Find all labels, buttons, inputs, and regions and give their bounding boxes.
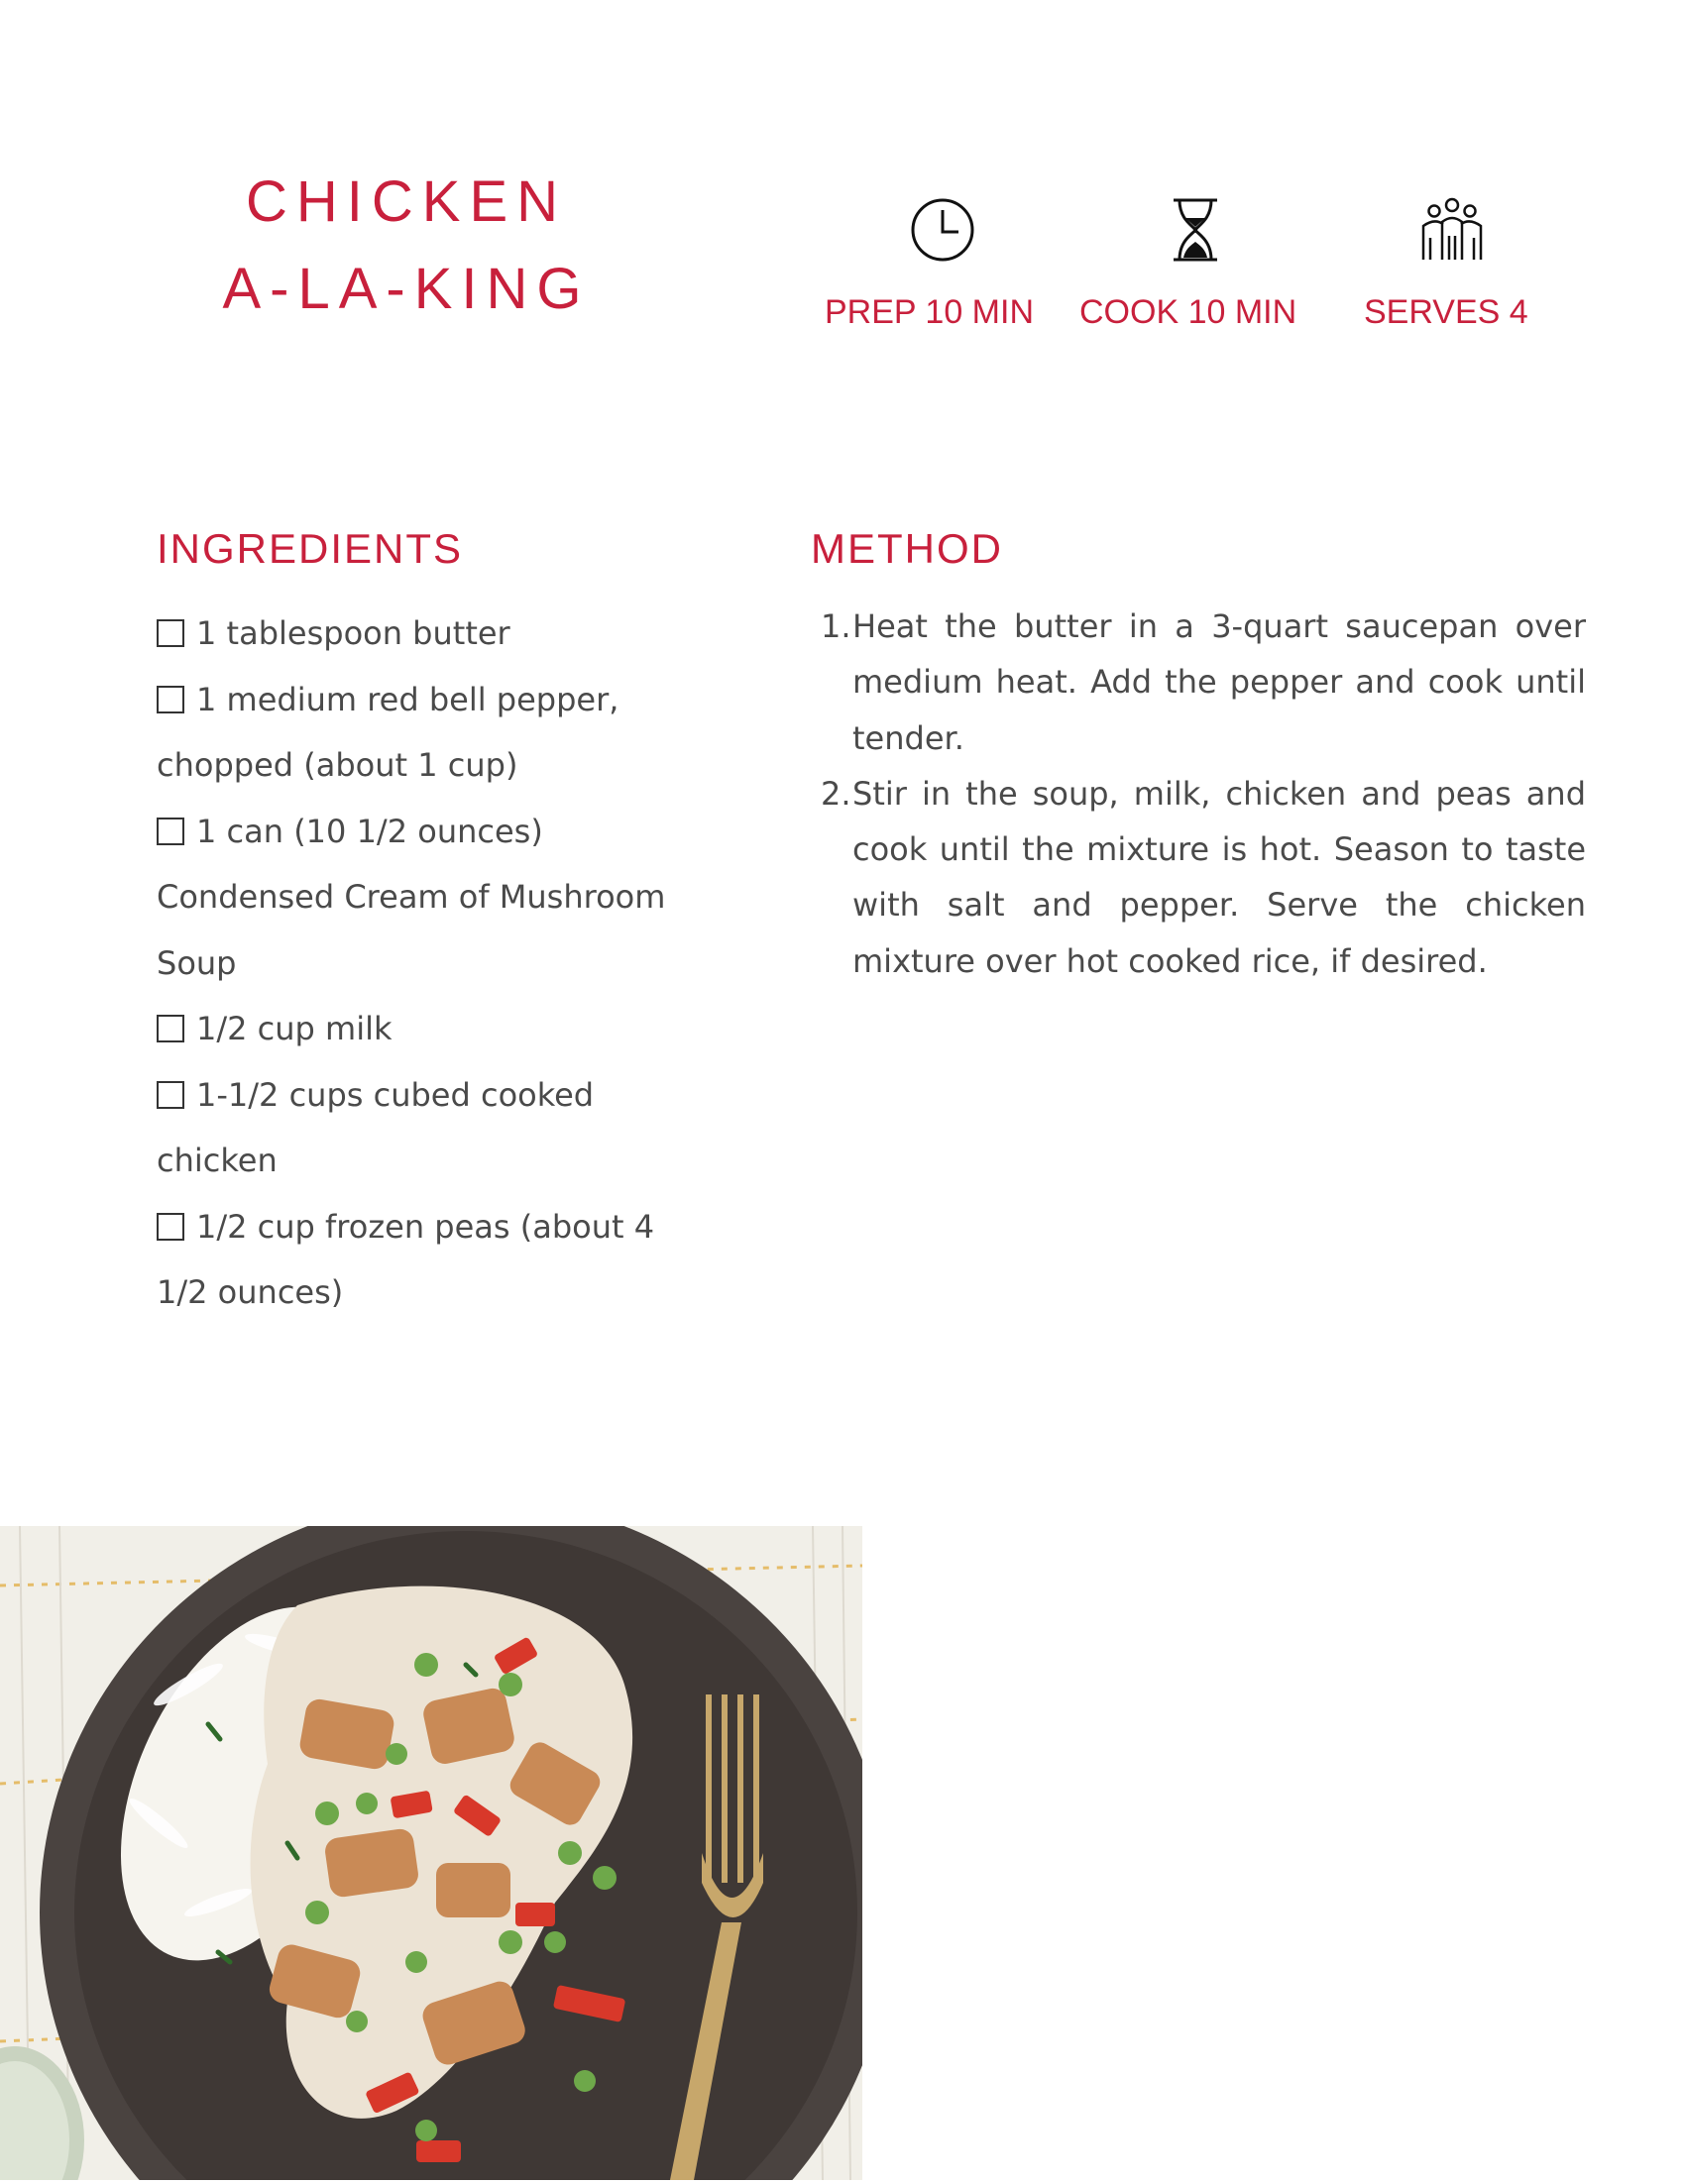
recipe-title-line-1: CHICKEN [245,169,568,234]
step-number: 2. [821,774,851,813]
step-text: Heat the butter in a 3-quart saucepan over medium heat. Add the pepper and cook until tender. [852,607,1586,757]
ingredient-item: 1-1/2 cups cubed cooked chicken [157,1075,595,1179]
ingredients-list [157,601,672,1326]
checkbox[interactable] [157,686,184,713]
recipe-title [149,159,664,333]
method-list [811,599,1586,989]
ingredients-heading: INGREDIENTS [157,525,464,572]
ingredient-item: 1/2 cup milk [157,996,672,1062]
people-icon [1415,196,1489,264]
checkbox[interactable] [157,619,184,647]
checkbox[interactable] [157,1081,184,1109]
method-heading: METHOD [811,525,1003,572]
ingredient-item: 1 tablespoon butter [157,601,672,667]
prep-time-label: PREP 10 MIN [825,293,1035,331]
method-step [811,766,1586,989]
step-number: 1. [821,607,851,645]
serves-label: SERVES 4 [1364,293,1528,331]
clock-icon [909,196,976,264]
ingredient-item: 1/2 cup frozen peas (about 4 1/2 ounces) [157,1207,655,1311]
checkbox[interactable] [157,1015,184,1042]
step-text: Stir in the soup, milk, chicken and peas and cook until the mixture is hot. Season to taste with salt and pepper. Serve the chicken mixture over hot cooked rice, if desired. [852,774,1586,980]
hourglass-icon [1170,196,1221,264]
checkbox[interactable] [157,1213,184,1241]
method-step [811,599,1586,766]
cook-time-label: COOK 10 MIN [1079,293,1297,331]
recipe-title-line-2: A-LA-KING [222,257,591,321]
ingredient-item: 1 can (10 1/2 ounces) Condensed Cream of Mushroom Soup [157,812,666,982]
checkbox[interactable] [157,818,184,845]
ingredient-item: 1 medium red bell pepper, chopped (about 1 cup) [157,680,619,784]
dish-photo [0,1526,862,2180]
